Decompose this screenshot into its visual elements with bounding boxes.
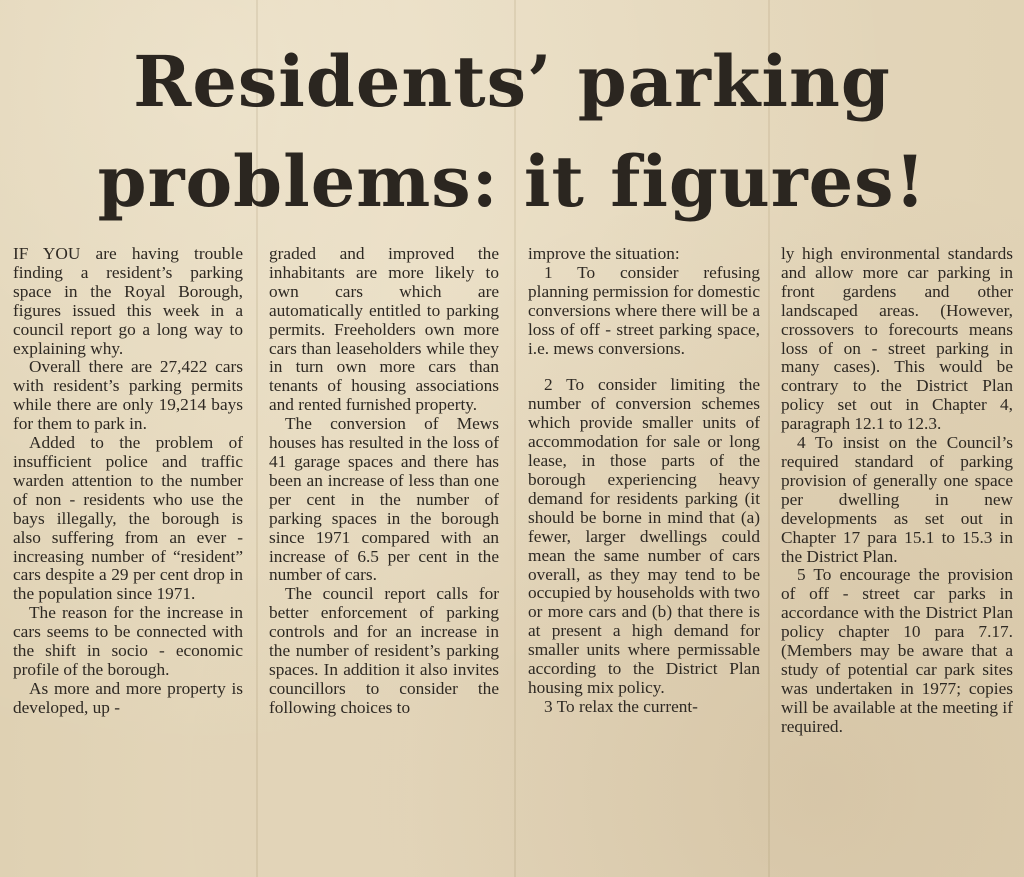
article-column-3 [528,245,760,870]
paragraph: ly high environmental standards and allow more car parking in front gardens and other landscaped areas. (However, crossovers to forecourts means loss of on - street parking in many cases). This would be contrary to the District Plan policy set out in Chapter 4, paragraph 12.1 to 12.3. [781,245,1013,434]
paragraph: Overall there are 27,422 cars with resident’s parking permits while there are only 19,214 bays for them to park in. [13,357,243,434]
column-crease [256,0,258,877]
headline-line-2: problems: it figures! [97,140,927,223]
article-column-2 [269,245,499,870]
paragraph: 1 To consider refusing planning permission for domestic conversions where there will be a loss of off - street parking space, i.e. mews conversions. [528,262,760,358]
paragraph: 2 To consider limiting the number of conversion schemes which provide smaller units of accommodation for sale or long lease, in those parts of the borough experiencing heavy demand for residents parking (it should be borne in mind that (a) fewer, larger dwellings could mean the same number of cars overall, as they may tend to be occupied by households with two or more cars and (b) that there is at present a high demand for smaller units where permissable according to the District Plan housing mix policy. [528,375,760,697]
column-crease [768,0,770,877]
paragraph: As more and more property is developed, up - [13,678,243,717]
paragraph: The conversion of Mews houses has resulted in the loss of 41 garage spaces and there has been an increase of less than one per cent in the number of parking spaces in the borough since 1971 compared with an increase of 6.5 per cent in the number of cars. [269,414,499,585]
paragraph: graded and improved the inhabitants are more likely to own cars which are automatically entitled to parking permits. Freeholders own more cars than leaseholders while they in turn own more cars than tenants of housing associations and rented furnished property. [269,245,499,415]
paragraph: IF YOU are having trouble finding a resident’s parking space in the Royal Borough, figures issued this week in a council report go a long way to explaining why. [13,245,243,358]
paragraph: 4 To insist on the Council’s required standard of parking provision of generally one space per dwelling in new developments as set out in Chapter 17 para 15.1 to 15.3 in the District Plan. [781,433,1013,566]
article-column-4 [781,245,1013,870]
paragraph: The reason for the increase in cars seems to be connected with the shift in socio - economic profile of the borough. [13,603,243,679]
paragraph: The council report calls for better enforcement of parking controls and for an increase in the number of resident’s parking spaces. In addition it also invites councillors to consider the following choices to [269,584,499,717]
paragraph: Added to the problem of insufficient police and traffic warden attention to the number of non - residents who use the bays illegally, the borough is also suffering from an ever - increasing number of “resident” cars despite a 29 per cent drop in the population since 1971. [13,433,243,604]
headline-line-1: Residents’ parking [133,40,891,123]
paragraph: 3 To relax the current- [544,696,698,716]
column-crease [514,0,516,877]
paragraph: 5 To encourage the provision of off - street car parks in accordance with the District Plan policy chapter 10 para 7.17. (Members may be aware that a study of potential car park sites was undertaken in 1977; copies will be available at the meeting if required. [781,565,1013,736]
paragraph: improve the situation: [528,245,680,263]
article-column-1 [13,245,243,870]
